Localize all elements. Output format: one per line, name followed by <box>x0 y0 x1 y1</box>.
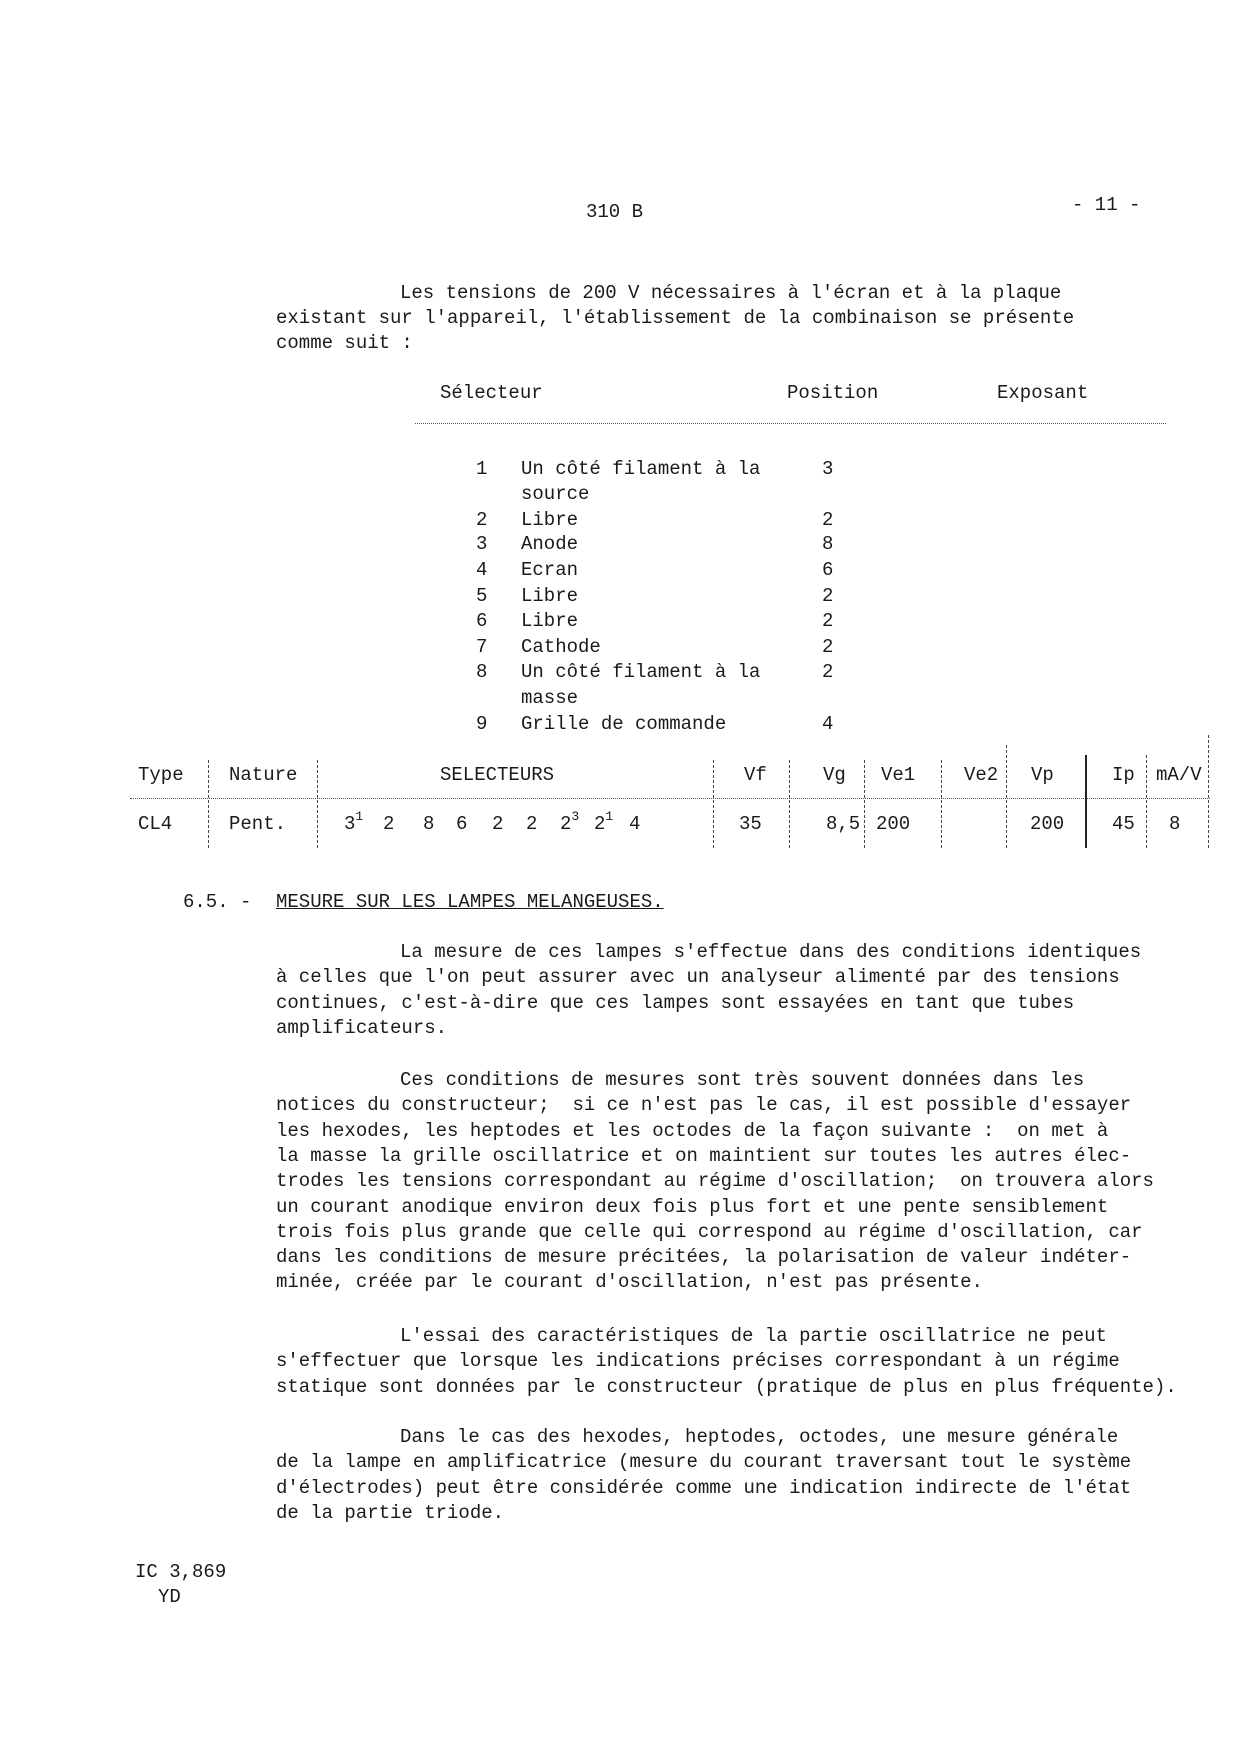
selector-position: 2 <box>822 509 834 531</box>
selector-label: Anode <box>521 533 579 555</box>
column-divider <box>208 760 209 848</box>
paragraph-line: dans les conditions de mesure précitées, la polarisation de valeur indéter- <box>276 1246 1132 1269</box>
column-divider <box>789 760 790 848</box>
selector-label: Un côté filament à la <box>521 661 761 683</box>
paragraph-line: les hexodes, les heptodes et les octodes de la façon suivante : on met à <box>276 1119 1109 1142</box>
selector-label: Libre <box>521 585 579 607</box>
header-rule <box>415 423 1166 424</box>
cell-type: CL4 <box>138 813 173 835</box>
page-number: - 11 - <box>1072 194 1141 216</box>
column-divider <box>1006 745 1007 848</box>
section-title: MESURE SUR LES LAMPES MELANGEUSES. <box>276 891 664 913</box>
selector-position-value: 2 <box>594 813 606 835</box>
col-ip: Ip <box>1112 764 1135 786</box>
paragraph-line: un courant anodique environ deux fois plus fort et une pente sensiblement <box>276 1195 1109 1218</box>
selector-position-value: 2 <box>383 813 395 835</box>
table-rule <box>130 798 1210 799</box>
col-nature: Nature <box>229 764 298 786</box>
selector-number: 7 <box>476 636 488 658</box>
col-vp: Vp <box>1031 764 1054 786</box>
text-line: comme suit : <box>276 332 413 354</box>
paragraph-line: Ces conditions de mesures sont très souvent données dans les <box>400 1069 1085 1091</box>
selector-position: 6 <box>822 559 834 581</box>
selector-position-value: 2 <box>492 813 504 835</box>
selector-label: Libre <box>521 509 579 531</box>
selector-label: Cathode <box>521 636 601 658</box>
selector-value <box>526 811 537 837</box>
selector-position-value: 4 <box>629 813 641 835</box>
selector-value <box>492 811 503 837</box>
selector-position: 8 <box>822 533 834 555</box>
selector-position-value: 2 <box>560 813 572 835</box>
selector-value <box>344 811 363 837</box>
paragraph-line: d'électrodes) peut être considérée comme une indication indirecte de l'état <box>276 1476 1132 1499</box>
col-ma-v: mA/V <box>1156 764 1202 786</box>
selector-position-value: 3 <box>344 813 356 835</box>
cell-vp: 200 <box>1030 813 1065 835</box>
paragraph-line: continues, c'est-à-dire que ces lampes sont essayées en tant que tubes <box>276 991 1075 1014</box>
paragraph-line: de la partie triode. <box>276 1501 505 1524</box>
selector-position-value: 2 <box>526 813 538 835</box>
cell-ip: 45 <box>1112 813 1135 835</box>
cell-ve1: 200 <box>876 813 911 835</box>
paragraph-line: L'essai des caractéristiques de la partie oscillatrice ne peut <box>400 1325 1107 1347</box>
paragraph-line: notices du constructeur; si ce n'est pas le cas, il est possible d'essayer <box>276 1094 1132 1117</box>
selector-header: Sélecteur <box>440 382 543 404</box>
paragraph-line: amplificateurs. <box>276 1016 448 1039</box>
cell-nature: Pent. <box>229 813 287 835</box>
selector-label: Libre <box>521 610 579 632</box>
column-divider <box>713 760 714 848</box>
selector-number: 5 <box>476 585 488 607</box>
exponent-header: Exposant <box>997 382 1089 404</box>
selector-number: 1 <box>476 458 488 480</box>
selector-value <box>456 811 467 837</box>
text-line: Les tensions de 200 V nécessaires à l'écran et à la plaque <box>400 282 1062 304</box>
selector-position: 2 <box>822 636 834 658</box>
column-divider <box>1208 735 1209 848</box>
paragraph-line: minée, créée par le courant d'oscillation, n'est pas présente. <box>276 1271 983 1294</box>
document-reference: 310 B <box>586 201 644 223</box>
selector-value <box>423 811 434 837</box>
selector-position: 4 <box>822 713 834 735</box>
paragraph-line: trodes les tensions correspondant au régime d'oscillation; on trouvera alors <box>276 1170 1154 1193</box>
cell-vf: 35 <box>739 813 762 835</box>
selector-label: Un côté filament à la <box>521 458 761 480</box>
selector-value <box>629 811 640 837</box>
selector-exponent: 1 <box>355 809 364 824</box>
selector-label: Grille de commande <box>521 713 727 735</box>
col-ve2: Ve2 <box>964 764 999 786</box>
selector-number: 4 <box>476 559 488 581</box>
selector-number: 6 <box>476 610 488 632</box>
selector-label: Ecran <box>521 559 579 581</box>
paragraph-line: trois fois plus grande que celle qui correspond au régime d'oscillation, car <box>276 1220 1143 1243</box>
col-type: Type <box>138 764 184 786</box>
paragraph-line: de la lampe en amplificatrice (mesure du courant traversant tout le système <box>276 1451 1132 1474</box>
column-divider <box>1146 755 1147 848</box>
column-divider <box>864 760 865 848</box>
selector-value <box>383 811 394 837</box>
footer-initials: YD <box>158 1586 181 1608</box>
selector-value <box>560 811 579 837</box>
selector-position-value: 6 <box>456 813 468 835</box>
column-divider <box>1085 755 1087 848</box>
selector-exponent: 1 <box>605 809 614 824</box>
paragraph-line: Dans le cas des hexodes, heptodes, octodes, une mesure générale <box>400 1426 1119 1448</box>
paragraph-line: à celles que l'on peut assurer avec un analyseur alimenté par des tensions <box>276 966 1120 989</box>
col-ve1: Ve1 <box>881 764 916 786</box>
section-number: 6.5. - <box>183 891 252 913</box>
col-vf: Vf <box>744 764 767 786</box>
selector-position: 2 <box>822 661 834 683</box>
paragraph-line: La mesure de ces lampes s'effectue dans des conditions identiques <box>400 941 1142 963</box>
selector-position: 2 <box>822 585 834 607</box>
selector-position-value: 8 <box>423 813 435 835</box>
selector-label: source <box>521 483 590 505</box>
footer-reference: IC 3,869 <box>135 1561 227 1583</box>
selector-exponent: 3 <box>571 809 580 824</box>
selector-position: 3 <box>822 458 834 480</box>
cell-ma-v: 8 <box>1169 813 1181 835</box>
column-divider <box>941 760 942 848</box>
col-selectors: SELECTEURS <box>440 764 555 786</box>
selector-label: masse <box>521 687 579 709</box>
paragraph-line: statique sont données par le constructeur (pratique de plus en plus fréquente). <box>276 1375 1177 1398</box>
col-vg: Vg <box>823 764 846 786</box>
text-line: existant sur l'appareil, l'établissement de la combinaison se présente <box>276 307 1075 329</box>
column-divider <box>317 760 318 848</box>
paragraph-line: la masse la grille oscillatrice et on maintient sur toutes les autres élec- <box>276 1144 1132 1167</box>
selector-number: 3 <box>476 533 488 555</box>
position-header: Position <box>787 382 879 404</box>
paragraph-line: s'effectuer que lorsque les indications précises correspondant à un régime <box>276 1350 1120 1373</box>
selector-number: 9 <box>476 713 488 735</box>
selector-position: 2 <box>822 610 834 632</box>
cell-vg: 8,5 <box>826 813 861 835</box>
selector-value <box>594 811 613 837</box>
selector-number: 2 <box>476 509 488 531</box>
selector-number: 8 <box>476 661 488 683</box>
